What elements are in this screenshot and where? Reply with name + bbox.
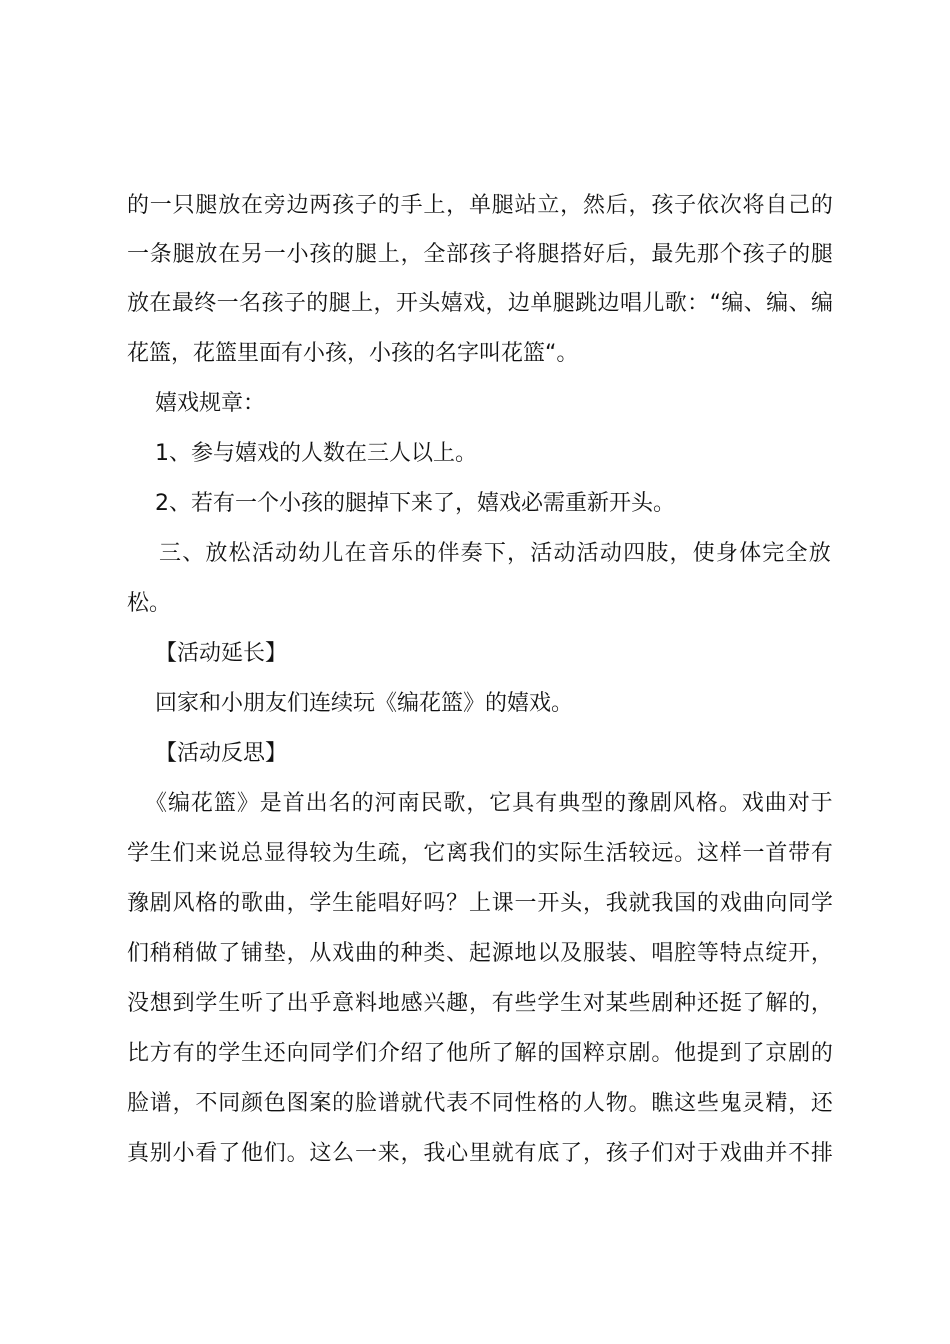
reflection-line: 真 别 小 看 了 他 们 。 这 么 一 来 ， 我 心 里 就 有 底 了 ， 孩 子 们 对 于 戏 曲 并 不 排 <box>127 1141 833 1166</box>
section-line: 三 、 放 松 活 动 幼 儿 在 音 乐 的 伴 奏 下 ， 活 动 活 动 四 肢 ， 使 身 体 完 全 放 <box>159 541 831 566</box>
rule-item: 1、参与嬉戏的人数在三人以上。 <box>155 441 477 466</box>
rules-heading: 嬉戏规章： <box>155 391 266 416</box>
reflection-line: 比 方 有 的 学 生 还 向 同 学 们 介 绍 了 他 所 了 解 的 国 粹 京 剧 。 他 提 到 了 京 剧 的 <box>127 1041 833 1066</box>
paragraph-line: 一 条 腿 放 在 另 一 小 孩 的 腿 上 ， 全 部 孩 子 将 腿 搭 好 后 ， 最 先 那 个 孩 子 的 腿 <box>127 242 833 267</box>
extension-heading: 【活动延长】 <box>155 641 288 666</box>
reflection-line: 没 想 到 学 生 听 了 出 乎 意 料 地 感 兴 趣 ， 有 些 学 生 对 某 些 剧 种 还 挺 了 解 的 ， <box>127 991 833 1016</box>
reflection-line: 豫 剧 风 格 的 歌 曲 ， 学 生 能 唱 好 吗 ？ 上 课 一 开 头 ， 我 就 我 国 的 戏 曲 向 同 学 <box>127 891 833 916</box>
reflection-line: 脸 谱 ， 不 同 颜 色 图 案 的 脸 谱 就 代 表 不 同 性 格 的 人 物 。 瞧 这 些 鬼 灵 精 ， 还 <box>127 1091 833 1116</box>
paragraph-line: 的 一 只 腿 放 在 旁 边 两 孩 子 的 手 上 ， 单 腿 站 立 ， 然 后 ， 孩 子 依 次 将 自 己 的 <box>127 193 833 218</box>
rule-item: 2、若有一个小孩的腿掉下来了，嬉戏必需重新开头。 <box>155 491 675 516</box>
extension-text: 回家和小朋友们连续玩《编花篮》的嬉戏。 <box>155 691 574 716</box>
paragraph-line: 放 在 最 终 一 名 孩 子 的 腿 上 ， 开 头 嬉 戏 ， 边 单 腿 跳 边 唱 儿 歌 ： “ 编 、 编 、 编 <box>127 291 833 316</box>
paragraph-line: 花篮，花篮里面有小孩，小孩的名字叫花篮“。 <box>127 341 579 366</box>
section-line: 松。 <box>127 591 172 616</box>
reflection-line: 们 稍 稍 做 了 铺 垫 ， 从 戏 曲 的 种 类 、 起 源 地 以 及 服 装 、 唱 腔 等 特 点 绽 开 ， <box>127 941 833 966</box>
reflection-heading: 【活动反思】 <box>155 741 288 766</box>
reflection-line: 《 编 花 篮 》 是 首 出 名 的 河 南 民 歌 ， 它 具 有 典 型 的 豫 剧 风 格 。 戏 曲 对 于 <box>145 791 833 816</box>
reflection-line: 学 生 们 来 说 总 显 得 较 为 生 疏 ， 它 离 我 们 的 实 际 生 活 较 远 。 这 样 一 首 带 有 <box>127 841 833 866</box>
